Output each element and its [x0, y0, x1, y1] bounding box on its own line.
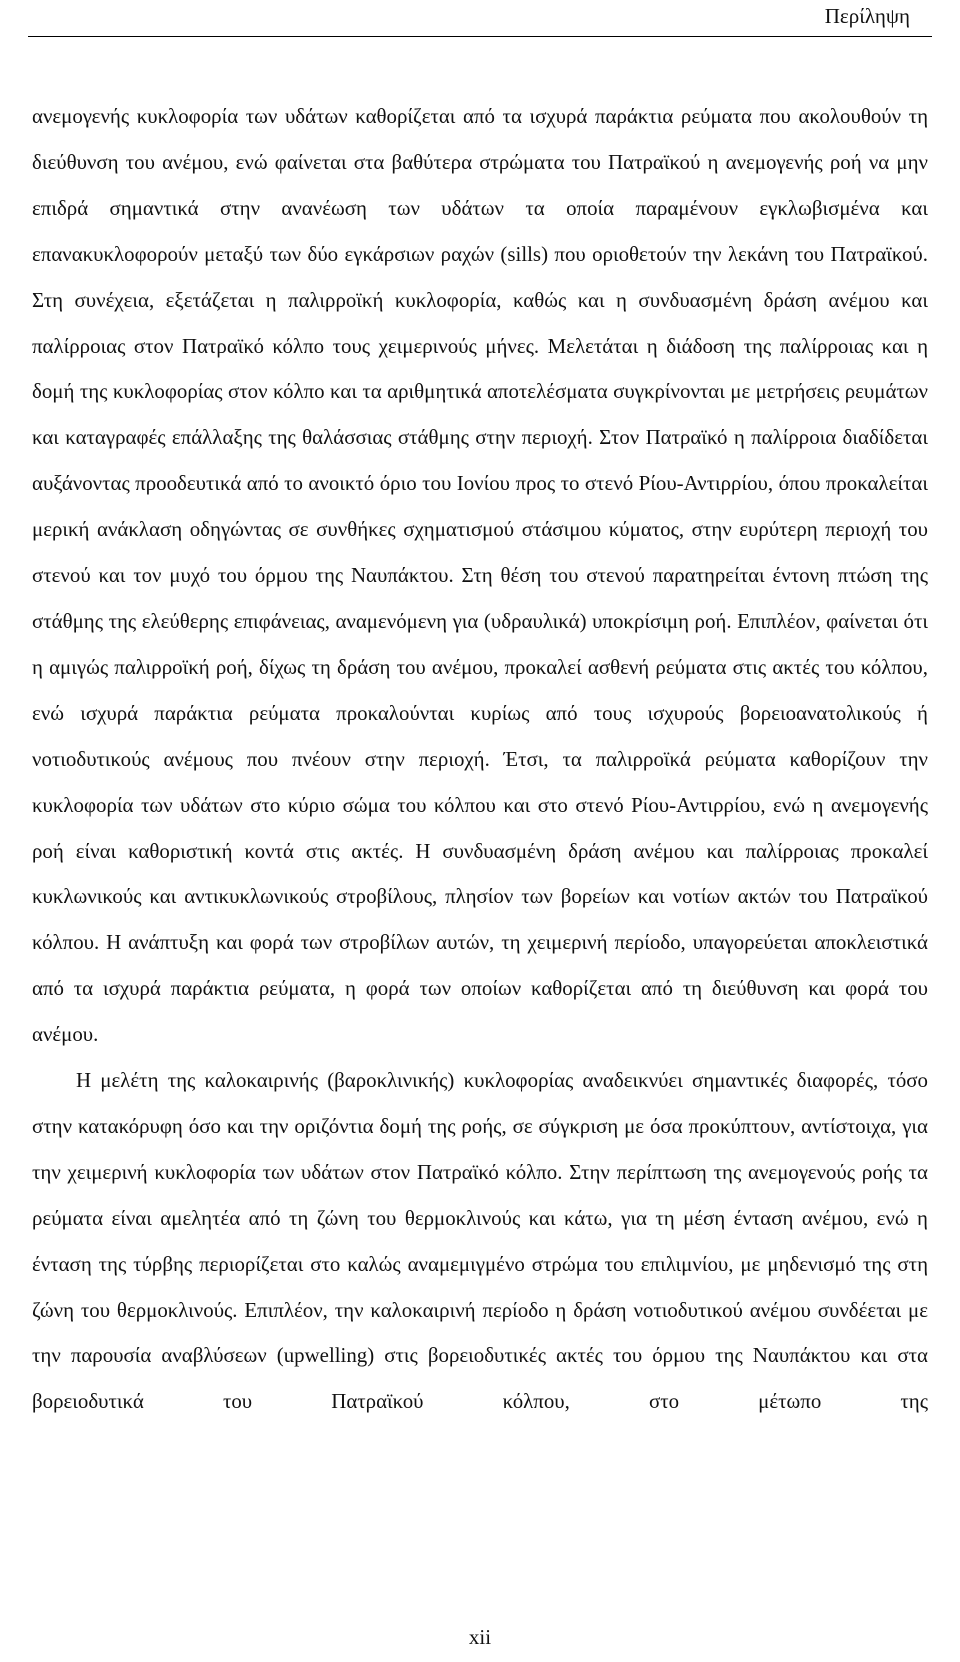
header-divider [28, 36, 932, 37]
paragraph-2: Η μελέτη της καλοκαιρινής (βαροκλινικής) κυκλοφορίας αναδεικνύει σημαντικές διαφορές, τόσο στην κατακόρυφη όσο και την οριζόντια δομή της ροής, σε σύγκριση με όσα προκύπτουν, αντίστοιχα, για την χειμερινή κυκλοφορία των υδάτων στον Πατραϊκό κόλπο. Στην περίπτωση της ανεμογενούς ροής τα ρεύματα είναι αμελητέα από τη ζώνη του θερμοκλινούς και κάτω, για τη μέση ένταση ανέμου, ενώ η ένταση της τύρβης περιορίζεται στο καλώς αναμεμιγμένο στρώμα του επιλιμνίου, με μηδενισμό της στη ζώνη του θερμοκλινούς. Επιπλέον, την καλοκαιρινή περίοδο η δράση νοτιοδυτικού ανέμου συνδέεται με την παρουσία αναβλύσεων (upwelling) στις βορειοδυτικές ακτές του όρμου της Ναυπάκτου και στα βορειοδυτικά του Πατραϊκού κόλπου, στο μέτωπο της [32, 1068, 928, 1414]
page-body [32, 94, 928, 1425]
page-number: xii [468, 1625, 492, 1649]
paragraph-1: ανεμογενής κυκλοφορία των υδάτων καθορίζεται από τα ισχυρά παράκτια ρεύματα που ακολουθούν τη διεύθυνση του ανέμου, ενώ φαίνεται στα βαθύτερα στρώματα του Πατραϊκού η ανεμογενής ροή να μην επιδρά σημαντικά στην ανανέωση των υδάτων τα οποία παραμένουν εγκλωβισμένα και επανακυκλοφορούν μεταξύ των δύο εγκάρσιων ραχών (sills) που οριοθετούν την λεκάνη του Πατραϊκού. Στη συνέχεια, εξετάζεται η παλιρροϊκή κυκλοφορία, καθώς και η συνδυασμένη δράση ανέμου και παλίρροιας στον Πατραϊκό κόλπο τους χειμερινούς μήνες. Μελετάται η διάδοση της παλίρροιας και η δομή της κυκλοφορίας στον κόλπο και τα αριθμητικά αποτελέσματα συγκρίνονται με μετρήσεις ρευμάτων και καταγραφές επάλλαξης της θαλάσσιας στάθμης στην περιοχή. Στον Πατραϊκό η παλίρροια διαδίδεται αυξάνοντας προοδευτικά από το ανοικτό όριο του Ιονίου προς το στενό Ρίου-Αντιρρίου, όπου προκαλείται μερική ανάκλαση οδηγώντας σε συνθήκες σχηματισμού στάσιμου κύματος, στην ευρύτερη περιοχή του στενού και τον μυχό του όρμου της Ναυπάκτου. Στη θέση του στενού παρατηρείται έντονη πτώση της στάθμης της ελεύθερης επιφάνειας, αναμενόμενη για (υδραυλικά) υποκρίσιμη ροή. Επιπλέον, φαίνεται ότι η αμιγώς παλιρροϊκή ροή, δίχως τη δράση του ανέμου, προκαλεί ασθενή ρεύματα στις ακτές του κόλπου, ενώ ισχυρά παράκτια ρεύματα προκαλούνται κυρίως από τους ισχυρούς βορειοανατολικούς ή νοτιοδυτικούς ανέμους που πνέουν στην περιοχή. Έτσι, τα παλιρροϊκά ρεύματα καθορίζουν την κυκλοφορία των υδάτων στο κύριο σώμα του κόλπου και στο στενό Ρίου-Αντιρρίου, ενώ η ανεμογενής ροή είναι καθοριστική κοντά στις ακτές. Η συνδυασμένη δράση ανέμου και παλίρροιας προκαλεί κυκλωνικούς και αντικυκλωνικούς στροβίλους, πλησίον των βορείων και νοτίων ακτών του Πατραϊκού κόλπου. Η ανάπτυξη και φορά των στροβίλων αυτών, τη χειμερινή περίοδο, υπαγορεύεται αποκλειστικά από τα ισχυρά παράκτια ρεύματα, η φορά των οποίων καθορίζεται από τη διεύθυνση και φορά του ανέμου. [32, 104, 928, 1047]
running-header: Περίληψη [824, 4, 910, 28]
